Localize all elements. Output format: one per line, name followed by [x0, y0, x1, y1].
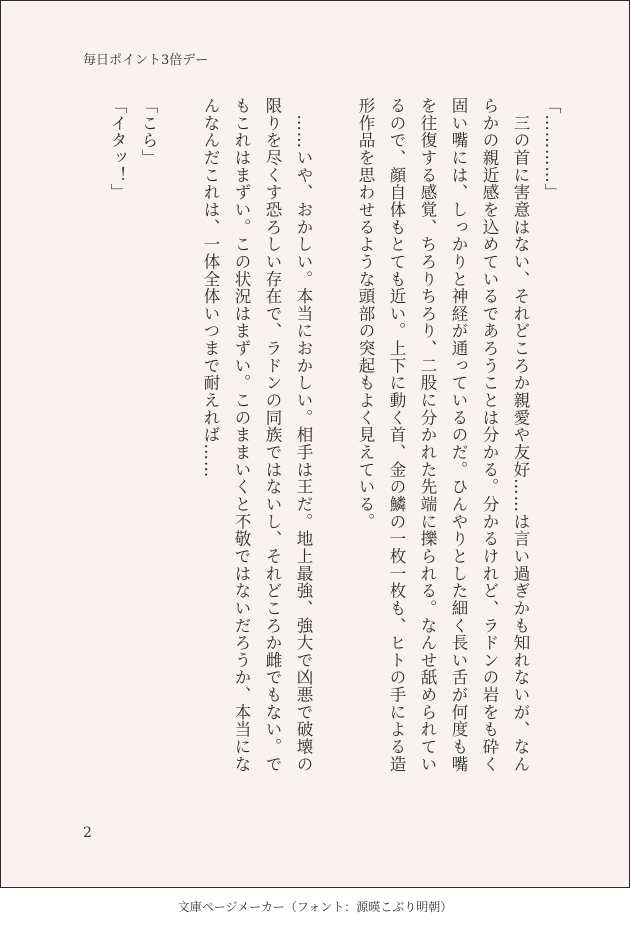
- dialogue-line: 「こら」: [139, 97, 158, 167]
- text-line: 固い嘴には、しっかりと神経が通っているのだ。ひんやりとした細く長い舌が何度も嘴: [449, 97, 468, 773]
- dialogue-line: 「イタッ！」: [108, 97, 127, 201]
- page-number: 2: [83, 825, 92, 841]
- text-line: 形作品を思わせるような頭部の突起もよく見えている。: [356, 97, 375, 531]
- text-line: を往復する感覚、ちろりちろり、二股に分かれた先端に擽られる。なんせ舐められてい: [418, 97, 437, 773]
- text-line: 三の首に害意はない、それどころか親愛や友好……は言い過ぎかも知れないが、なん: [511, 97, 530, 773]
- footer-credit: 文庫ページメーカー（フォント：源暎こぶり明朝）: [177, 900, 453, 914]
- paragraph-gap: [164, 97, 195, 801]
- text-line: 限りを尽くす恐ろしい存在で、ラドンの同族ではないし、それどころか雌でもない。で: [263, 97, 282, 773]
- text-line: もこれはまずい。この状況はまずい。このままいくと不敬ではないだろうか、本当にな: [232, 97, 251, 773]
- paragraph-gap: [319, 97, 350, 801]
- text-line: らかの親近感を込めているであろうことは分かる。分かるけれど、ラドンの岩をも砕く: [480, 97, 499, 773]
- text-line: んなんだこれは、一体全体いつまで耐えれば……: [201, 97, 220, 479]
- text-line: るので、顔自体もとても近い。上下に動く首、金の鱗の一枚一枚も、ヒトの手による造: [387, 97, 406, 773]
- text-line: ……いや、おかしい。本当におかしい。相手は王だ。地上最強、強大で凶悪で破壊の: [294, 97, 313, 773]
- page-header-title: 毎日ポイント3倍デー: [83, 53, 209, 68]
- text-line: 「…………」: [542, 97, 561, 201]
- vertical-body-text: [102, 97, 567, 801]
